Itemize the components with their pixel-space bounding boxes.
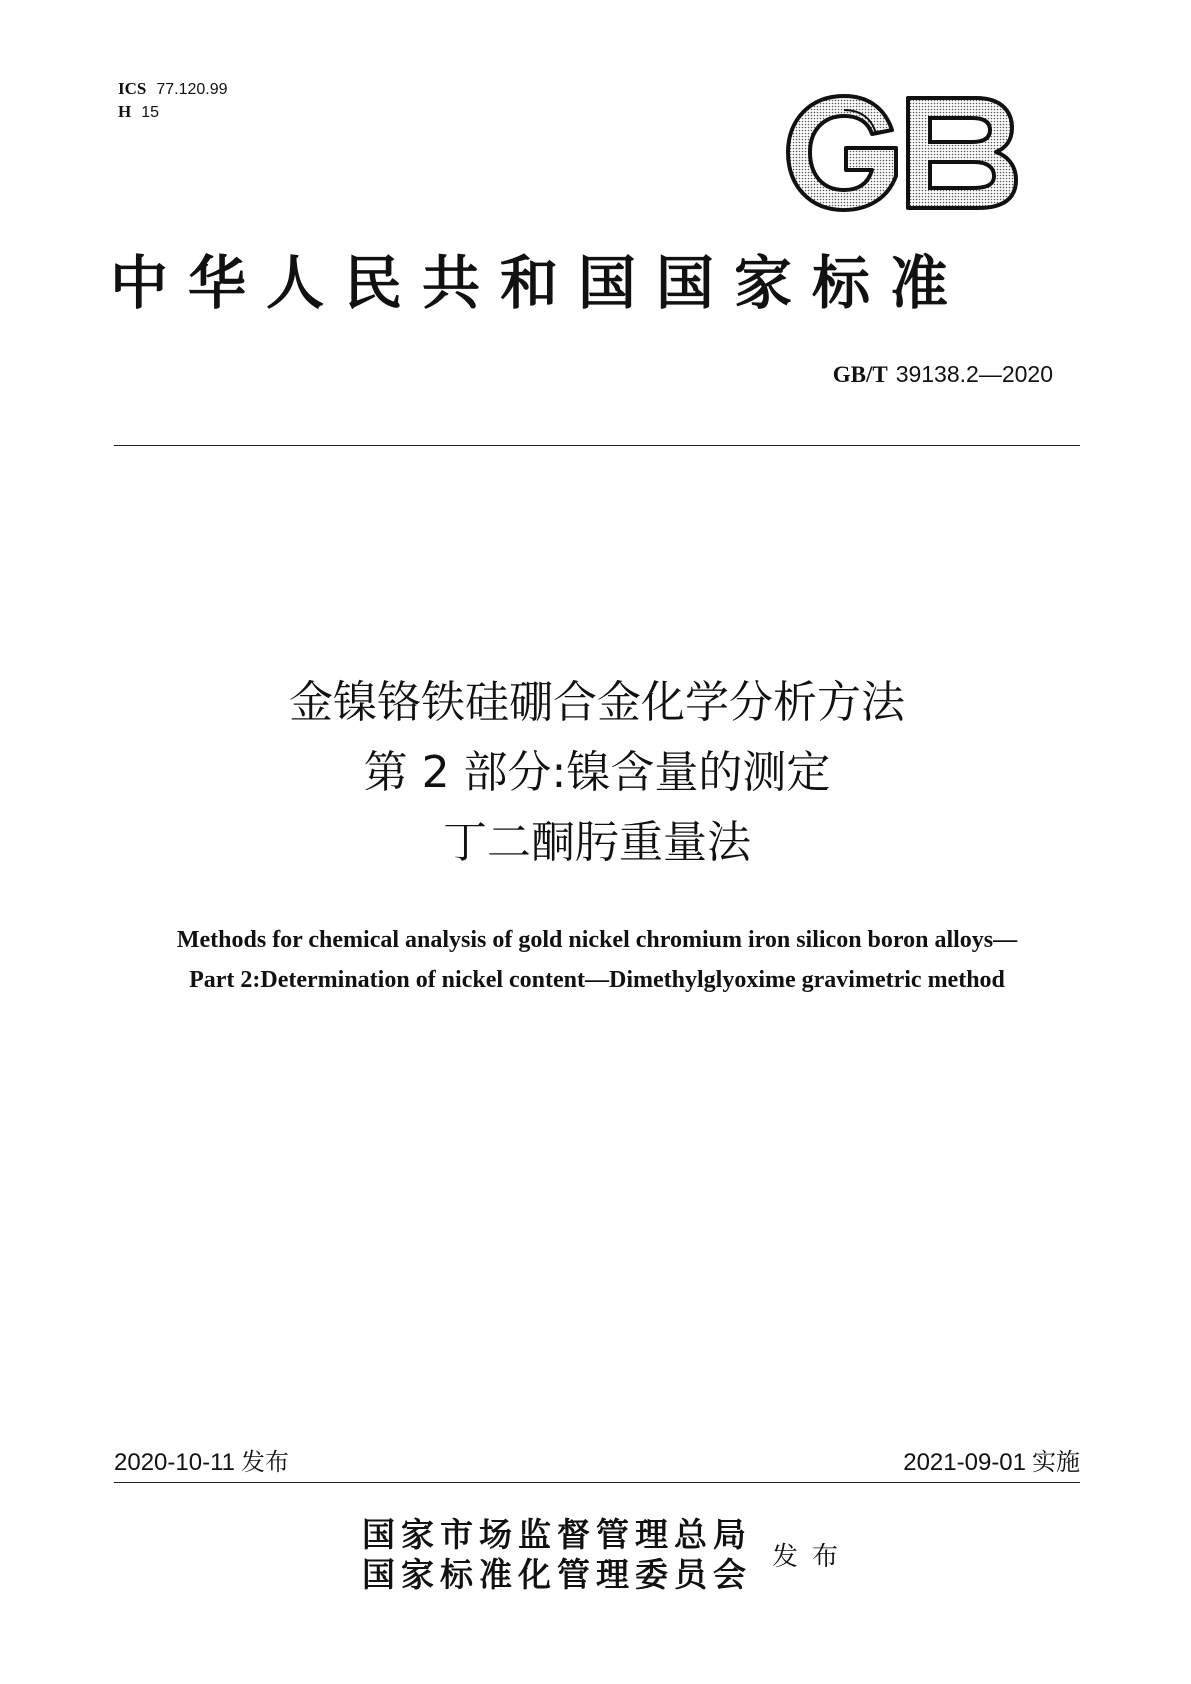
english-title-line-1: Methods for chemical analysis of gold nickel chromium iron silicon boron alloys— bbox=[176, 927, 1018, 953]
standard-code: 39138.2—2020 bbox=[895, 361, 1053, 387]
national-standard-heading: 中华人民共和国国家标准 bbox=[110, 249, 969, 317]
chinese-title-line-3: 丁二酮肟重量法 bbox=[443, 817, 751, 868]
ccs-code-row bbox=[118, 101, 228, 124]
ccs-label: H bbox=[118, 102, 132, 121]
chinese-title-line-1: 金镍铬铁硅硼合金化学分析方法 bbox=[289, 677, 905, 728]
ccs-code: 15 bbox=[141, 104, 160, 121]
chinese-title-line-2: 第 2 部分:镍含量的测定 bbox=[363, 747, 831, 798]
bottom-divider bbox=[114, 1482, 1080, 1483]
issuing-authorities bbox=[362, 1515, 752, 1595]
ics-code-row bbox=[118, 78, 228, 101]
issued-label: 发布 bbox=[772, 1542, 853, 1572]
top-divider bbox=[114, 445, 1080, 446]
english-title bbox=[100, 920, 1094, 1000]
classification-codes bbox=[118, 78, 228, 124]
issue-date bbox=[114, 1447, 289, 1478]
implementation-date bbox=[903, 1447, 1080, 1478]
implementation-date-label: 实施 bbox=[1032, 1448, 1080, 1476]
standard-number bbox=[833, 360, 1053, 389]
issue-date-label: 发布 bbox=[240, 1448, 289, 1476]
english-title-line-2: Part 2:Determination of nickel content—Dimethylglyoxime gravimetric method bbox=[189, 967, 1005, 993]
gb-logo bbox=[780, 90, 1020, 215]
implementation-date-value: 2021-09-01 bbox=[903, 1449, 1026, 1476]
issuer-1: 国家市场监督管理总局 bbox=[362, 1515, 752, 1554]
issue-date-value: 2020-10-11 bbox=[114, 1449, 235, 1476]
ics-label: ICS bbox=[118, 79, 147, 98]
issuer-2: 国家标准化管理委员会 bbox=[362, 1555, 752, 1594]
standard-prefix: GB/T bbox=[832, 362, 888, 387]
chinese-title bbox=[114, 668, 1080, 878]
ics-code: 77.120.99 bbox=[156, 81, 228, 98]
